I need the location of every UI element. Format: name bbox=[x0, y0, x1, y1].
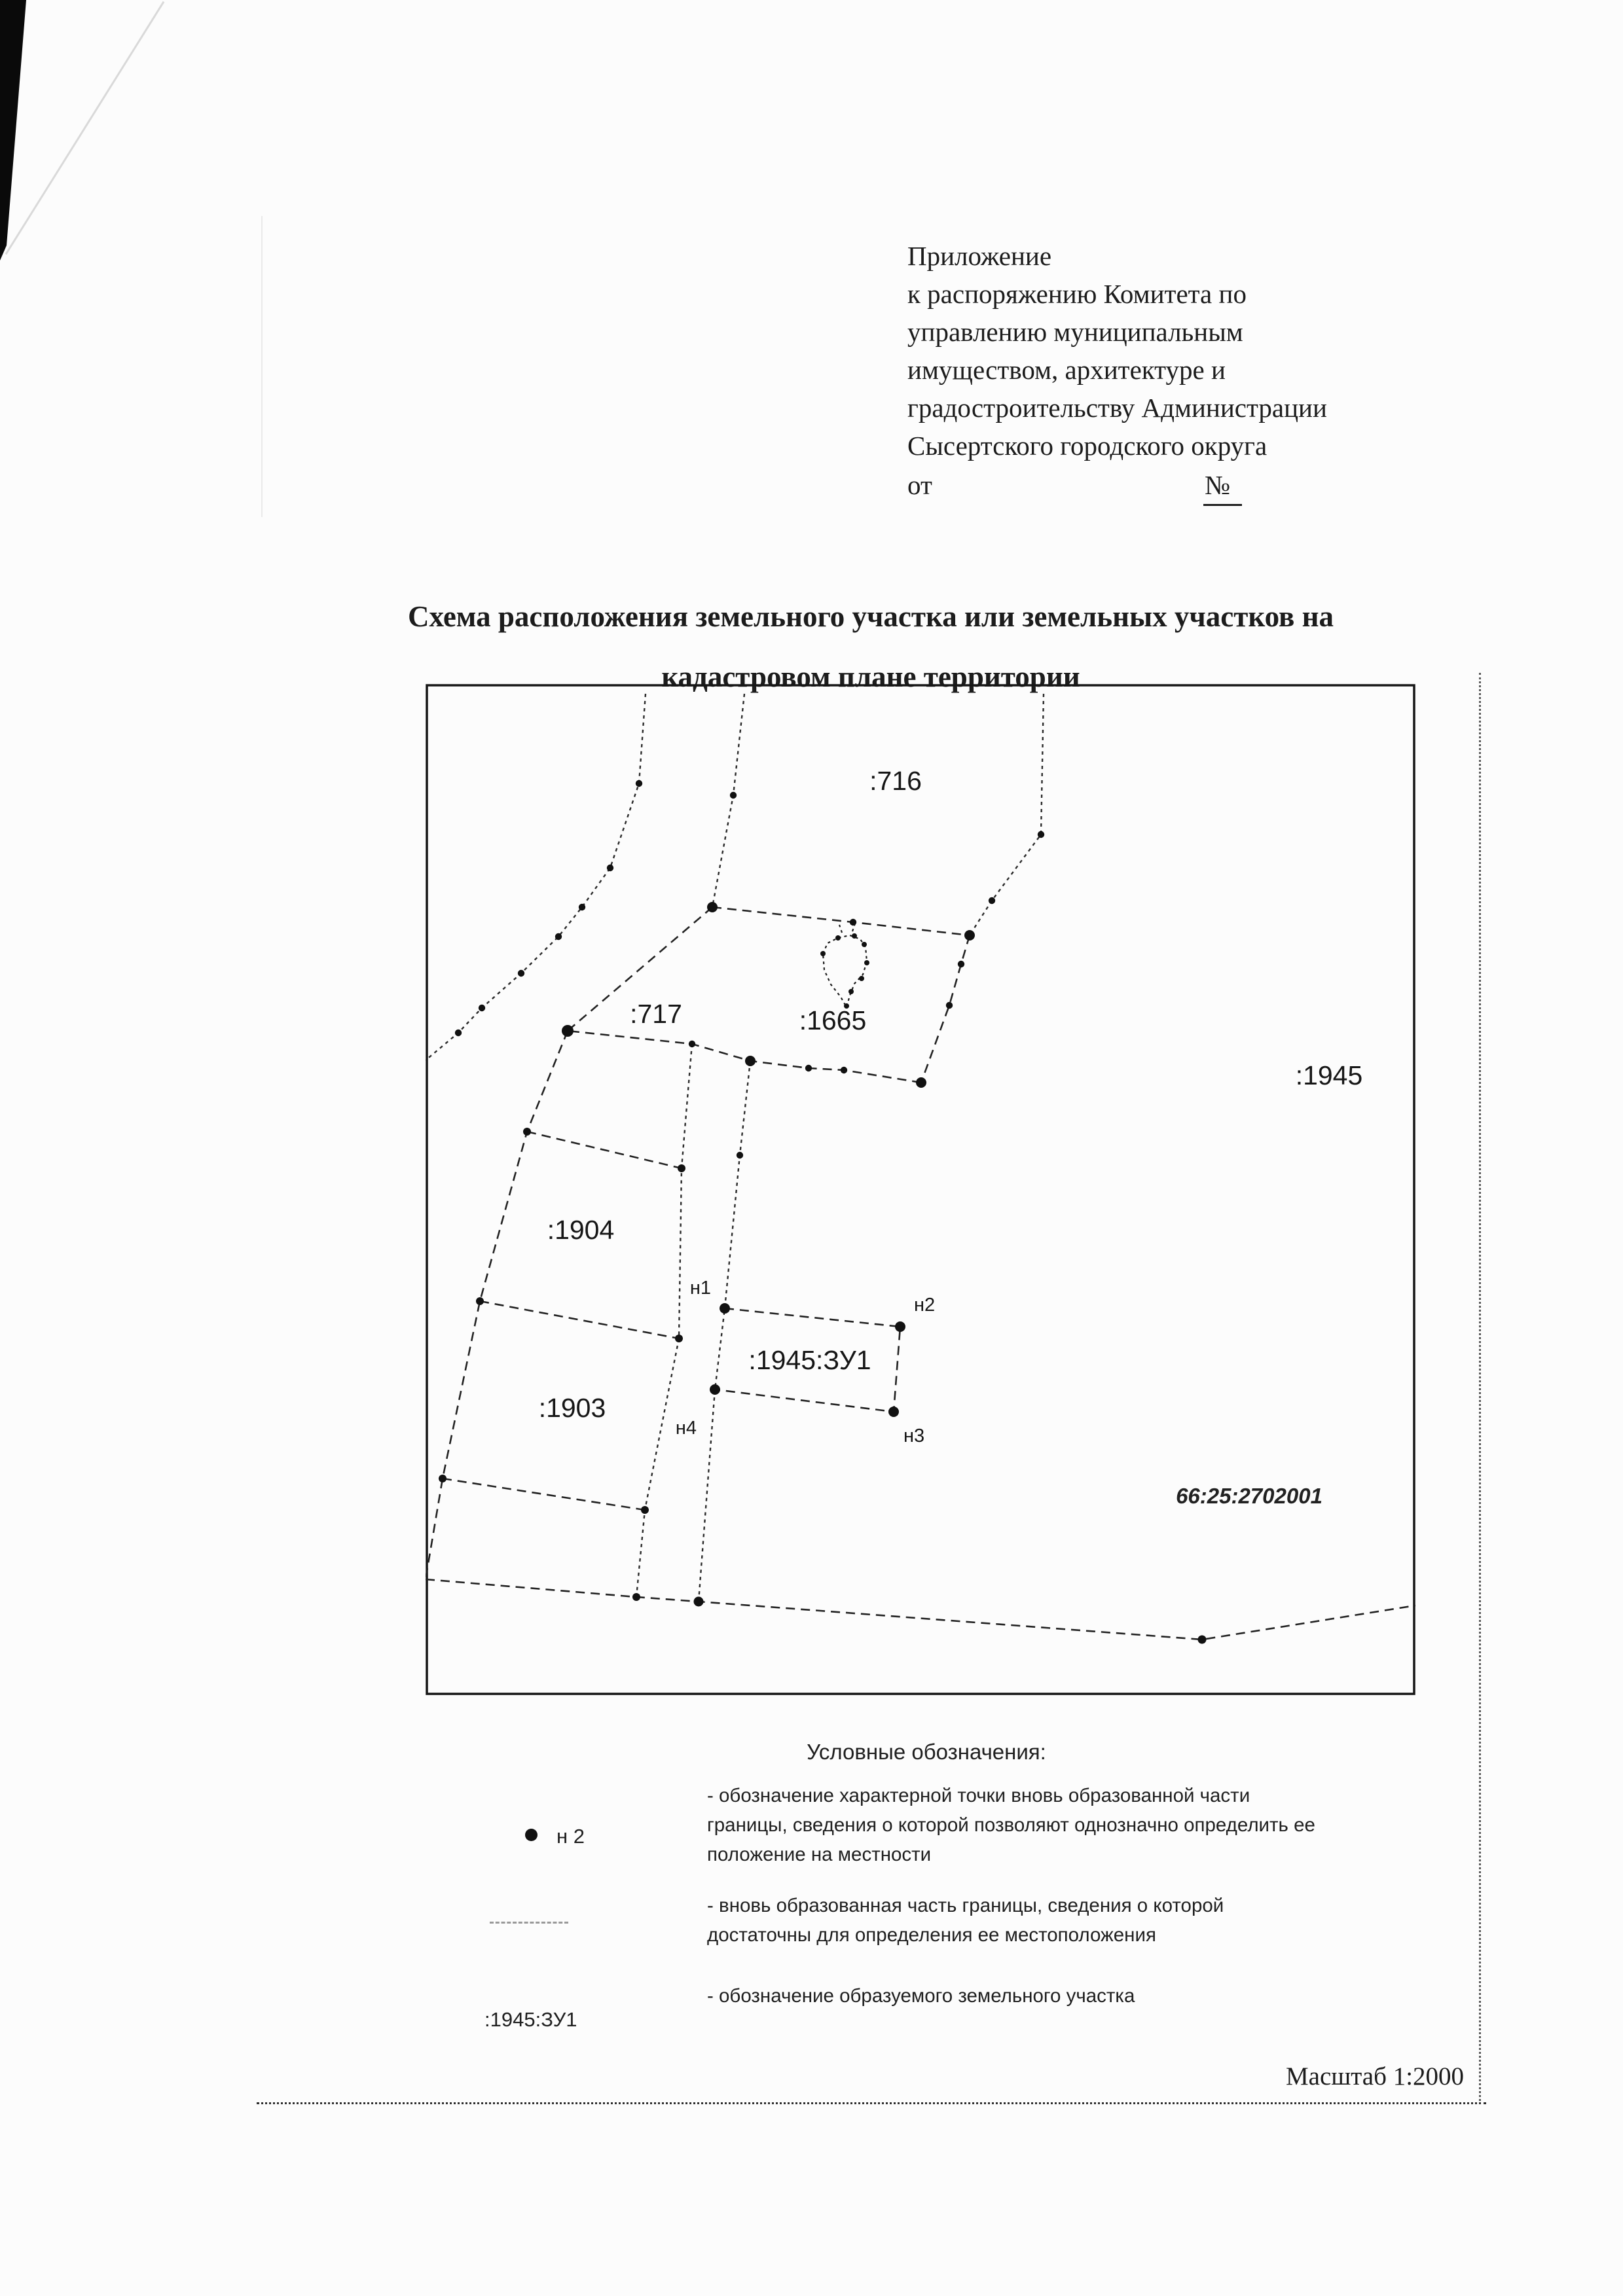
page-frame-right-dotted-line bbox=[1479, 673, 1481, 2101]
block-south-boundary bbox=[568, 1031, 921, 1083]
cadastral-quarter-label: 66:25:2702001 bbox=[1176, 1484, 1322, 1508]
header-line: управлению муниципальным bbox=[907, 317, 1243, 347]
parcel-label-1945: :1945 bbox=[1295, 1060, 1363, 1090]
block-east-boundary bbox=[921, 935, 970, 1083]
document-header bbox=[907, 237, 1497, 506]
parcel-labels bbox=[539, 766, 1363, 1446]
lane-west-line bbox=[636, 1044, 692, 1597]
parcel-label-1665: :1665 bbox=[799, 1005, 867, 1035]
point-label-n1: н1 bbox=[689, 1278, 711, 1299]
header-line: Сысертского городского округа bbox=[907, 431, 1267, 461]
junction-point-dots bbox=[562, 902, 975, 1607]
south-long-boundary bbox=[426, 1579, 1415, 1640]
header-line: к распоряжению Комитета по bbox=[907, 279, 1247, 309]
parcel-1665-dots bbox=[820, 933, 869, 1009]
parcel-label-717: :717 bbox=[630, 999, 682, 1029]
legend bbox=[484, 1740, 1467, 2032]
parcel-designation-symbol: :1945:ЗУ1 bbox=[484, 2008, 577, 2032]
parcel-1903-south-boundary bbox=[443, 1479, 645, 1510]
page-title-line1: Схема расположения земельного участка или земельных участков на bbox=[407, 600, 1334, 633]
parcel-label-1945-zu1: :1945:ЗУ1 bbox=[748, 1345, 871, 1375]
page-title-line2: кадастровом плане территории bbox=[661, 660, 1080, 693]
parcel-1904-1903-divider bbox=[480, 1301, 679, 1338]
scan-vertical-artifact bbox=[261, 216, 263, 517]
date-prefix-label: от bbox=[907, 470, 932, 500]
parcel-label-716: :716 bbox=[869, 766, 922, 796]
header-line: имуществом, архитектуре и bbox=[907, 355, 1226, 385]
legend-item-text: - обозначение характерной точки вновь образованной части границы, сведения о которой позволяют однозначно определить ее положение на местности bbox=[707, 1785, 1315, 1865]
dashed-line-symbol-icon bbox=[490, 1922, 568, 1924]
legend-item-text: - обозначение образуемого земельного участка bbox=[707, 1985, 1135, 2007]
number-sign-label: № bbox=[1203, 466, 1242, 506]
map-border bbox=[427, 685, 1414, 1694]
parcel-716-east-boundary bbox=[970, 694, 1044, 935]
point-symbol-icon bbox=[525, 1829, 538, 1841]
road-line-east bbox=[712, 694, 744, 907]
scan-fold-line bbox=[5, 1, 165, 255]
legend-item-parcel bbox=[484, 1982, 1467, 2032]
legend-item-dash bbox=[484, 1892, 1467, 1950]
page-frame-bottom-dotted-line bbox=[257, 2102, 1486, 2104]
map-scale-label: Масштаб 1:2000 bbox=[1285, 2062, 1465, 2090]
parcel-1904-north-boundary bbox=[527, 1132, 682, 1168]
point-label-n3: н3 bbox=[903, 1426, 925, 1446]
point-symbol-label: н 2 bbox=[556, 1825, 585, 1848]
cadastral-map bbox=[426, 684, 1415, 1695]
parcel-1665-outline bbox=[823, 935, 867, 1007]
legend-item-text: - вновь образованная часть границы, сведения о которой достаточны для определения ее местоположения bbox=[707, 1895, 1224, 1946]
boundary-point-dots bbox=[439, 780, 1207, 1644]
point-label-n2: н2 bbox=[914, 1295, 936, 1316]
parcel-label-1903: :1903 bbox=[538, 1393, 606, 1423]
legend-item-point bbox=[484, 1782, 1467, 1869]
road-line-west bbox=[426, 694, 646, 1060]
header-line: Приложение bbox=[907, 241, 1052, 271]
cadastral-map-svg bbox=[426, 684, 1415, 1695]
parcel-label-1904: :1904 bbox=[547, 1215, 615, 1245]
header-line: градостроительству Администрации bbox=[907, 393, 1327, 423]
point-label-n4: н4 bbox=[675, 1418, 697, 1439]
lane-east-line bbox=[699, 1061, 750, 1602]
header-date-number-row bbox=[907, 466, 1497, 506]
legend-title: Условные обозначения: bbox=[807, 1740, 1046, 1764]
